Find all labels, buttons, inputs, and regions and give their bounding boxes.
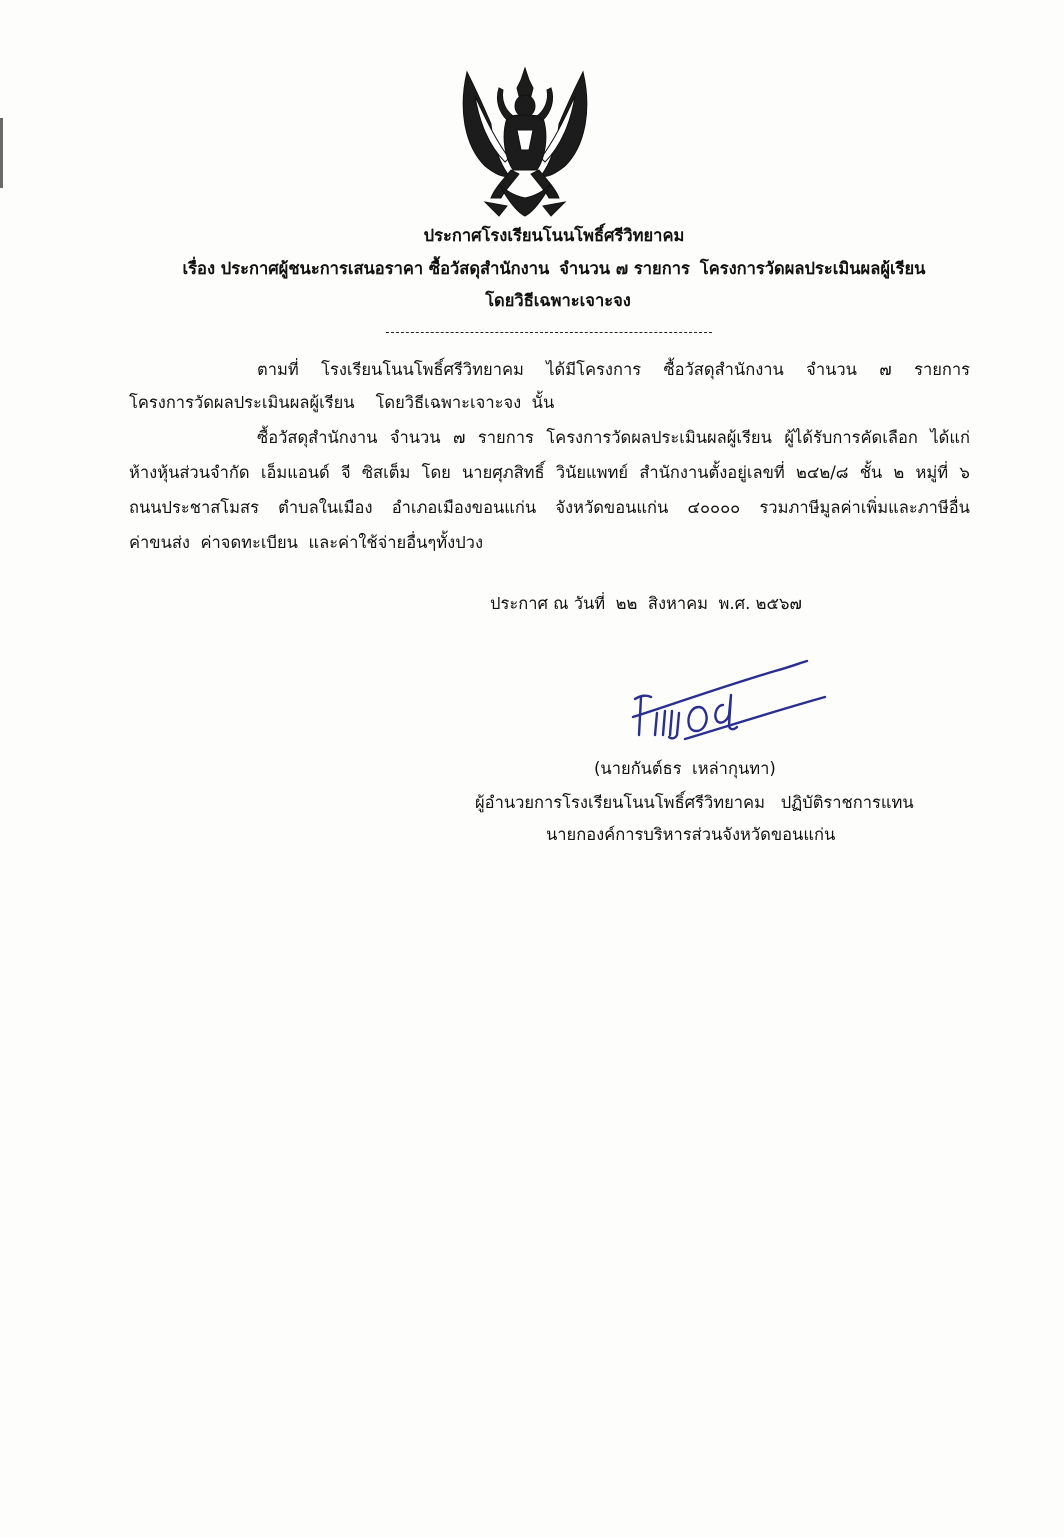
paragraph-2-line-2 bbox=[129, 459, 970, 487]
word: ซื้อวัสดุสำนักงาน bbox=[257, 428, 378, 447]
word: ผู้ได้รับการคัดเลือก bbox=[784, 428, 918, 447]
paragraph-2-line-3 bbox=[129, 494, 970, 522]
announcement-subject bbox=[22, 256, 1064, 282]
announcement-date: ประกาศ ณ วันที่ ๒๒ สิงหาคม พ.ศ. ๒๕๖๗ bbox=[490, 594, 802, 613]
word: ซื้อวัสดุสำนักงาน bbox=[663, 360, 784, 379]
paragraph-2-line-1 bbox=[257, 424, 970, 452]
word: เอ็มแอนด์ bbox=[260, 463, 330, 482]
signatory-acting-for: นายกองค์การบริหารส่วนจังหวัดขอนแก่น bbox=[546, 825, 836, 844]
word: ซิสเต็ม bbox=[361, 463, 411, 482]
paragraph-1-line-1 bbox=[257, 356, 970, 384]
word: อำเภอเมืองขอนแก่น bbox=[391, 498, 537, 517]
subject-part: เรื่อง ประกาศผู้ชนะการเสนอราคา ซื้อวัสดุสำนักงาน bbox=[182, 259, 550, 278]
word: ๖ bbox=[959, 463, 970, 482]
word: ชั้น bbox=[859, 463, 883, 482]
word: จี bbox=[340, 463, 351, 482]
word: นายศุภสิทธิ์ bbox=[462, 463, 545, 482]
word: ๗ bbox=[879, 360, 892, 379]
word: ถนนประชาสโมสร bbox=[129, 498, 259, 517]
signatory-position: ผู้อำนวยการโรงเรียนโนนโพธิ์ศรีวิทยาคม ปฏิบัติราชการแทน bbox=[475, 793, 914, 812]
handwritten-signature bbox=[625, 655, 835, 743]
word: วินัยแพทย์ bbox=[555, 463, 629, 482]
word: รวมภาษีมูลค่าเพิ่มและภาษีอื่น bbox=[759, 498, 970, 517]
header-divider bbox=[386, 332, 712, 333]
word: รายการ bbox=[914, 360, 970, 379]
word: โครงการวัดผลประเมินผลผู้เรียน bbox=[546, 428, 772, 447]
paragraph-2-line-4: ค่าขนส่ง ค่าจดทะเบียน และค่าใช้จ่ายอื่นๆทั้งปวง bbox=[129, 533, 484, 552]
subject-part: โครงการวัดผลประเมินผลผู้เรียน bbox=[699, 259, 926, 278]
word: จำนวน bbox=[389, 428, 441, 447]
subject-part: จำนวน ๗ รายการ bbox=[559, 259, 690, 278]
announcement-method: โดยวิธีเฉพาะเจาะจง bbox=[485, 291, 631, 310]
word: โรงเรียนโนนโพธิ์ศรีวิทยาคม bbox=[321, 360, 524, 379]
garuda-emblem-icon bbox=[455, 66, 595, 218]
word: ๒ bbox=[893, 463, 905, 482]
word: จังหวัดขอนแก่น bbox=[555, 498, 669, 517]
word: ๗ bbox=[453, 428, 466, 447]
word: รายการ bbox=[477, 428, 534, 447]
word: ได้มีโครงการ bbox=[546, 360, 642, 379]
word: โดย bbox=[421, 463, 451, 482]
word: ตำบลในเมือง bbox=[278, 498, 373, 517]
word: หมู่ที่ bbox=[915, 463, 949, 482]
announcement-title: ประกาศโรงเรียนโนนโพธิ์ศรีวิทยาคม bbox=[423, 226, 685, 245]
signatory-name: (นายกันต์ธร เหล่ากุนทา) bbox=[594, 759, 776, 778]
word: จำนวน bbox=[806, 360, 857, 379]
word: สำนักงานตั้งอยู่เลขที่ bbox=[639, 463, 785, 482]
scan-edge-mark bbox=[0, 118, 3, 188]
word: ตามที่ bbox=[257, 360, 299, 379]
word: ได้แก่ bbox=[930, 428, 970, 447]
word: ๔๐๐๐๐ bbox=[687, 498, 741, 517]
word: ๒๔๒/๘ bbox=[795, 463, 849, 482]
word: ห้างหุ้นส่วนจำกัด bbox=[129, 463, 250, 482]
paragraph-1-line-2: โครงการวัดผลประเมินผลผู้เรียน โดยวิธีเฉพาะเจาะจง นั้น bbox=[129, 393, 555, 412]
